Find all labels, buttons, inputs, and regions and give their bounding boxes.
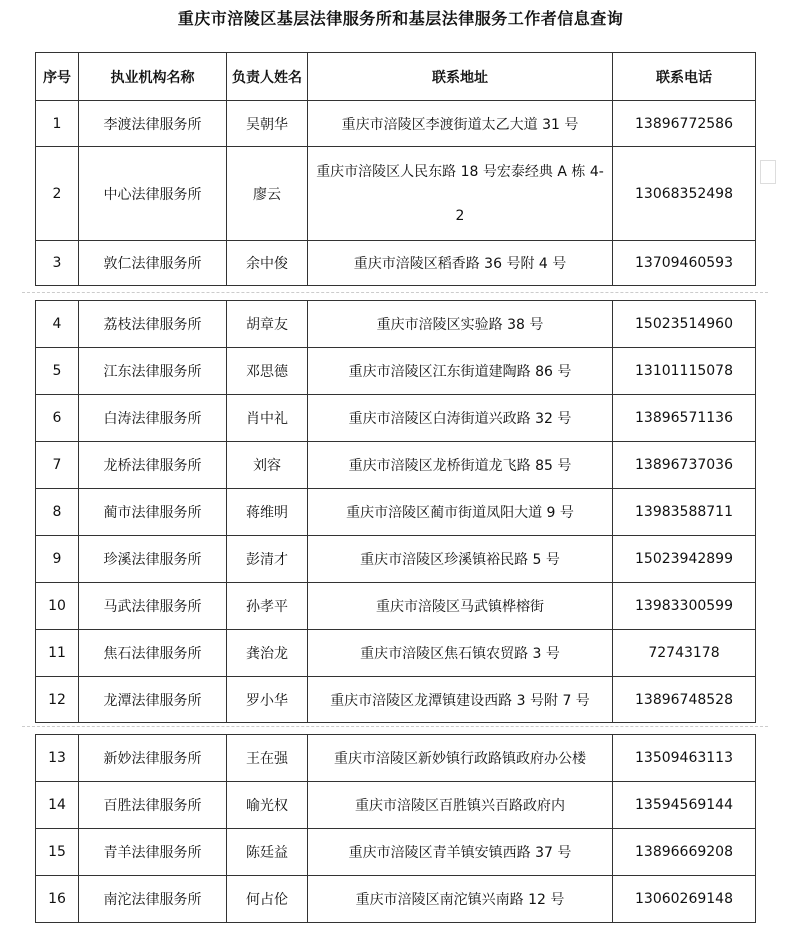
cell-organization: 马武法律服务所	[79, 583, 227, 630]
table-row	[36, 442, 756, 489]
cell-phone: 13896571136	[613, 395, 756, 442]
cell-number: 13	[36, 735, 79, 782]
cell-person-in-charge: 陈廷益	[227, 829, 308, 876]
cell-organization: 青羊法律服务所	[79, 829, 227, 876]
cell-organization: 龙潭法律服务所	[79, 677, 227, 723]
cell-phone: 13983588711	[613, 489, 756, 536]
cell-phone: 13101115078	[613, 348, 756, 395]
cell-phone: 13068352498	[613, 147, 756, 241]
table-row	[36, 583, 756, 630]
cell-address: 重庆市涪陵区龙桥街道龙飞路 85 号	[308, 442, 613, 489]
cell-phone: 13509463113	[613, 735, 756, 782]
table-row	[36, 782, 756, 829]
cell-organization: 中心法律服务所	[79, 147, 227, 241]
cell-person-in-charge: 王在强	[227, 735, 308, 782]
cell-number: 9	[36, 536, 79, 583]
page-title: 重庆市涪陵区基层法律服务所和基层法律服务工作者信息查询	[177, 9, 624, 28]
cell-organization: 百胜法律服务所	[79, 782, 227, 829]
cell-phone: 13896669208	[613, 829, 756, 876]
cell-person-in-charge: 孙孝平	[227, 583, 308, 630]
cell-phone: 13983300599	[613, 583, 756, 630]
header-person-in-charge: 负责人姓名	[227, 53, 308, 101]
table-row	[36, 630, 756, 677]
cell-phone: 15023942899	[613, 536, 756, 583]
cell-address: 重庆市涪陵区南沱镇兴南路 12 号	[308, 876, 613, 923]
page-break-divider	[22, 292, 768, 293]
cell-organization: 南沱法律服务所	[79, 876, 227, 923]
cell-phone: 13060269148	[613, 876, 756, 923]
cell-number: 1	[36, 101, 79, 147]
cell-number: 10	[36, 583, 79, 630]
cell-person-in-charge: 彭清才	[227, 536, 308, 583]
cell-number: 7	[36, 442, 79, 489]
cell-organization: 荔枝法律服务所	[79, 301, 227, 348]
table-row	[36, 829, 756, 876]
cell-person-in-charge: 何占伦	[227, 876, 308, 923]
header-organization: 执业机构名称	[79, 53, 227, 101]
cell-phone: 13896772586	[613, 101, 756, 147]
cell-address: 重庆市涪陵区实验路 38 号	[308, 301, 613, 348]
cell-address: 重庆市涪陵区珍溪镇裕民路 5 号	[308, 536, 613, 583]
table-row	[36, 735, 756, 782]
table-row	[36, 241, 756, 286]
cell-person-in-charge: 廖云	[227, 147, 308, 241]
cell-number: 16	[36, 876, 79, 923]
cell-organization: 珍溪法律服务所	[79, 536, 227, 583]
cell-address: 重庆市涪陵区焦石镇农贸路 3 号	[308, 630, 613, 677]
cell-organization: 新妙法律服务所	[79, 735, 227, 782]
cell-person-in-charge: 喻光权	[227, 782, 308, 829]
info-table-part-3	[35, 734, 756, 923]
cell-organization: 白涛法律服务所	[79, 395, 227, 442]
cell-person-in-charge: 吴朝华	[227, 101, 308, 147]
header-phone: 联系电话	[613, 53, 756, 101]
table-row	[36, 301, 756, 348]
cell-phone: 13896748528	[613, 677, 756, 723]
cell-organization: 焦石法律服务所	[79, 630, 227, 677]
cell-phone: 13594569144	[613, 782, 756, 829]
cell-person-in-charge: 龚治龙	[227, 630, 308, 677]
cell-address: 重庆市涪陵区百胜镇兴百路政府内	[308, 782, 613, 829]
table-row	[36, 677, 756, 723]
table-row	[36, 101, 756, 147]
cell-address: 重庆市涪陵区马武镇桦榕街	[308, 583, 613, 630]
header-address: 联系地址	[308, 53, 613, 101]
cell-phone: 72743178	[613, 630, 756, 677]
cell-number: 3	[36, 241, 79, 286]
cell-number: 5	[36, 348, 79, 395]
cell-number: 8	[36, 489, 79, 536]
cell-organization: 龙桥法律服务所	[79, 442, 227, 489]
cell-number: 14	[36, 782, 79, 829]
cell-address: 重庆市涪陵区白涛街道兴政路 32 号	[308, 395, 613, 442]
cell-address: 重庆市涪陵区新妙镇行政路镇政府办公楼	[308, 735, 613, 782]
cell-number: 2	[36, 147, 79, 241]
cell-address: 重庆市涪陵区人民东路 18 号宏泰经典 A 栋 4-2	[308, 147, 613, 241]
cell-phone: 13896737036	[613, 442, 756, 489]
cell-organization: 江东法律服务所	[79, 348, 227, 395]
cell-organization: 敦仁法律服务所	[79, 241, 227, 286]
info-table-part-2	[35, 300, 756, 723]
table-header-row	[36, 53, 756, 101]
cell-person-in-charge: 余中俊	[227, 241, 308, 286]
cell-person-in-charge: 蒋维明	[227, 489, 308, 536]
cell-organization: 蔺市法律服务所	[79, 489, 227, 536]
cell-person-in-charge: 胡章友	[227, 301, 308, 348]
cell-address: 重庆市涪陵区蔺市街道凤阳大道 9 号	[308, 489, 613, 536]
cell-address: 重庆市涪陵区青羊镇安镇西路 37 号	[308, 829, 613, 876]
table-row	[36, 536, 756, 583]
cell-number: 6	[36, 395, 79, 442]
info-table-part-1	[35, 52, 756, 286]
cell-phone: 13709460593	[613, 241, 756, 286]
cell-person-in-charge: 刘容	[227, 442, 308, 489]
table-row	[36, 876, 756, 923]
cell-phone: 15023514960	[613, 301, 756, 348]
cell-address: 重庆市涪陵区稻香路 36 号附 4 号	[308, 241, 613, 286]
table-row	[36, 395, 756, 442]
table-row	[36, 348, 756, 395]
cell-person-in-charge: 罗小华	[227, 677, 308, 723]
cell-number: 4	[36, 301, 79, 348]
page-break-divider	[22, 726, 768, 727]
header-number: 序号	[36, 53, 79, 101]
cell-address: 重庆市涪陵区江东街道建陶路 86 号	[308, 348, 613, 395]
table-row	[36, 489, 756, 536]
table-row	[36, 147, 756, 241]
cell-organization: 李渡法律服务所	[79, 101, 227, 147]
cell-number: 11	[36, 630, 79, 677]
cell-person-in-charge: 肖中礼	[227, 395, 308, 442]
cell-number: 15	[36, 829, 79, 876]
cell-address: 重庆市涪陵区龙潭镇建设西路 3 号附 7 号	[308, 677, 613, 723]
row-resize-handle[interactable]	[760, 160, 776, 184]
cell-person-in-charge: 邓思德	[227, 348, 308, 395]
cell-number: 12	[36, 677, 79, 723]
cell-address: 重庆市涪陵区李渡街道太乙大道 31 号	[308, 101, 613, 147]
